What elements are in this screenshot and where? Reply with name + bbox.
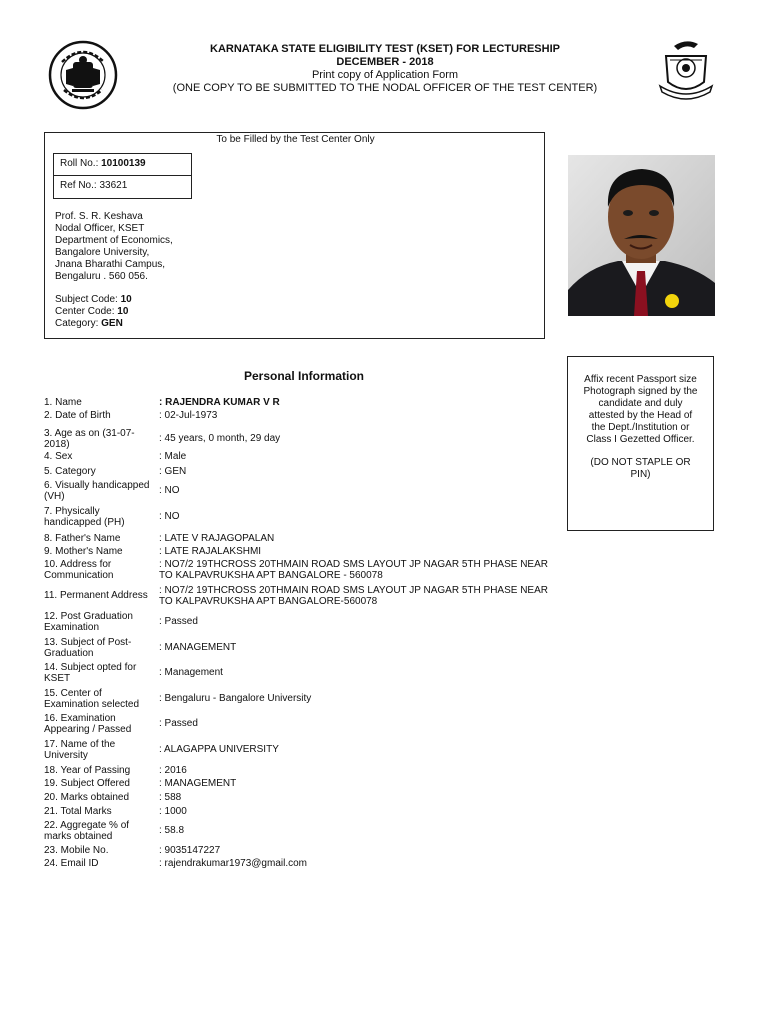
info-value: : RAJENDRA KUMAR V R <box>159 397 280 409</box>
info-value: : 9035147227 <box>159 845 221 857</box>
info-label: 10. Address for Communication <box>44 558 114 581</box>
header-title: KARNATAKA STATE ELIGIBILITY TEST (KSET) FOR LECTURESHIP <box>210 43 560 55</box>
info-row <box>44 451 564 463</box>
form-header <box>150 43 620 95</box>
info-label: 16. Examination Appearing / Passed <box>44 712 132 735</box>
info-row <box>44 765 564 777</box>
candidate-photo <box>568 155 715 316</box>
code-block <box>55 294 132 330</box>
info-row <box>44 713 564 735</box>
info-value: : 2016 <box>159 765 187 777</box>
info-value: : NO7/2 19THCROSS 20THMAIN ROAD SMS LAYOUT JP NAGAR 5TH PHASE NEAR TO KALPAVRUKSHA APT BANGALORE-560078 <box>159 584 548 607</box>
info-value: : NO <box>159 485 180 497</box>
address-line: Prof. S. R. Keshava <box>55 211 143 222</box>
info-label: 23. Mobile No. <box>44 845 109 857</box>
info-label: 3. Age as on (31-07-2018) <box>44 427 135 450</box>
subject-code: Subject Code: 10 <box>55 294 132 305</box>
info-value: : Management <box>159 667 223 679</box>
info-row <box>44 778 564 790</box>
info-value: : Male <box>159 451 187 463</box>
info-value: : 588 <box>159 792 182 804</box>
university-emblem-logo <box>656 38 716 102</box>
info-value: : LATE V RAJAGOPALAN <box>159 533 275 545</box>
info-row <box>44 792 564 804</box>
info-label: 21. Total Marks <box>44 806 112 818</box>
info-label: 11. Permanent Address <box>44 590 148 602</box>
info-row <box>44 480 564 502</box>
info-row <box>44 585 564 607</box>
info-label: 8. Father's Name <box>44 533 121 545</box>
info-row <box>44 688 564 710</box>
info-row <box>44 506 564 528</box>
personal-information-title: Personal Information <box>243 369 365 383</box>
info-row <box>44 845 564 857</box>
info-row <box>44 806 564 818</box>
center-code: Center Code: 10 <box>55 306 129 317</box>
roll-number-box <box>53 153 192 176</box>
info-label: 2. Date of Birth <box>44 410 111 422</box>
info-value: : NO7/2 19THCROSS 20THMAIN ROAD SMS LAYOUT JP NAGAR 5TH PHASE NEAR TO KALPAVRUKSHA APT BANGALORE - 560078 <box>159 558 548 581</box>
roll-label: Roll No.: <box>60 158 102 169</box>
info-value: : Passed <box>159 616 198 628</box>
info-value: : NO <box>159 511 180 523</box>
info-value: : MANAGEMENT <box>159 778 237 790</box>
info-row <box>44 662 564 684</box>
header-subtitle: Print copy of Application Form <box>311 69 459 81</box>
info-label: 1. Name <box>44 397 82 409</box>
info-value: : 02-Jul-1973 <box>159 410 218 422</box>
affix-photo-instructions <box>567 356 714 531</box>
info-label: 4. Sex <box>44 451 73 463</box>
info-row <box>44 533 564 545</box>
info-label: 12. Post Graduation Examination <box>44 610 133 633</box>
info-value: : 45 years, 0 month, 29 day <box>159 433 281 445</box>
info-value: : GEN <box>159 466 187 478</box>
roll-value: 10100139 <box>101 158 146 169</box>
nodal-officer-address <box>55 211 173 283</box>
info-label: 15. Center of Examination selected <box>44 687 140 710</box>
info-row <box>44 637 564 659</box>
info-value: : rajendrakumar1973@gmail.com <box>159 858 307 870</box>
info-value: : Bengaluru - Bangalore University <box>159 693 312 705</box>
info-label: 5. Category <box>44 466 96 478</box>
info-label: 9. Mother's Name <box>44 546 123 558</box>
info-row <box>44 397 564 409</box>
info-label: 19. Subject Offered <box>44 778 130 790</box>
affix-note: (DO NOT STAPLE OR PIN) <box>590 457 691 480</box>
karnataka-seal-logo <box>48 40 118 110</box>
info-value: : Passed <box>159 718 198 730</box>
info-label: 14. Subject opted for KSET <box>44 661 137 684</box>
info-label: 24. Email ID <box>44 858 99 870</box>
info-label: 17. Name of the University <box>44 738 116 761</box>
info-value: : 58.8 <box>159 825 185 837</box>
ref-label: Ref No.: <box>60 180 100 191</box>
address-line: Department of Economics, <box>55 235 173 246</box>
info-label: 6. Visually handicapped (VH) <box>44 479 150 502</box>
ref-value: 33621 <box>99 180 128 191</box>
info-label: 7. Physically handicapped (PH) <box>44 505 125 528</box>
info-row <box>44 611 564 633</box>
address-line: Bangalore University, <box>55 247 150 258</box>
info-value: : LATE RAJALAKSHMI <box>159 546 262 558</box>
info-row <box>44 466 564 478</box>
info-label: 18. Year of Passing <box>44 765 131 777</box>
info-row <box>44 820 564 842</box>
address-line: Jnana Bharathi Campus, <box>55 259 166 270</box>
info-value: : 1000 <box>159 806 187 818</box>
info-row <box>44 410 564 422</box>
address-line: Bengaluru . 560 056. <box>55 271 148 282</box>
info-label: 20. Marks obtained <box>44 792 130 804</box>
info-row <box>44 858 564 870</box>
info-value: : ALAGAPPA UNIVERSITY <box>159 744 279 756</box>
test-center-caption: To be Filled by the Test Center Only <box>216 134 375 145</box>
info-row <box>44 739 564 761</box>
info-label: 13. Subject of Post-Graduation <box>44 636 132 659</box>
info-label: 22. Aggregate % of marks obtained <box>44 819 130 842</box>
info-value: : MANAGEMENT <box>159 642 237 654</box>
ref-number-box <box>53 176 192 199</box>
header-instruction: (ONE COPY TO BE SUBMITTED TO THE NODAL OFFICER OF THE TEST CENTER) <box>172 82 598 94</box>
info-row <box>44 559 564 581</box>
info-row <box>44 428 564 450</box>
address-line: Nodal Officer, KSET <box>55 223 145 234</box>
header-session: DECEMBER - 2018 <box>336 56 434 68</box>
category-code: Category: GEN <box>55 318 123 329</box>
affix-text: Affix recent Passport size Photograph signed by the candidate and duly attested by the Head of the Dept./Institution or Class I Gezetted Officer. <box>583 374 698 445</box>
info-row <box>44 546 564 558</box>
